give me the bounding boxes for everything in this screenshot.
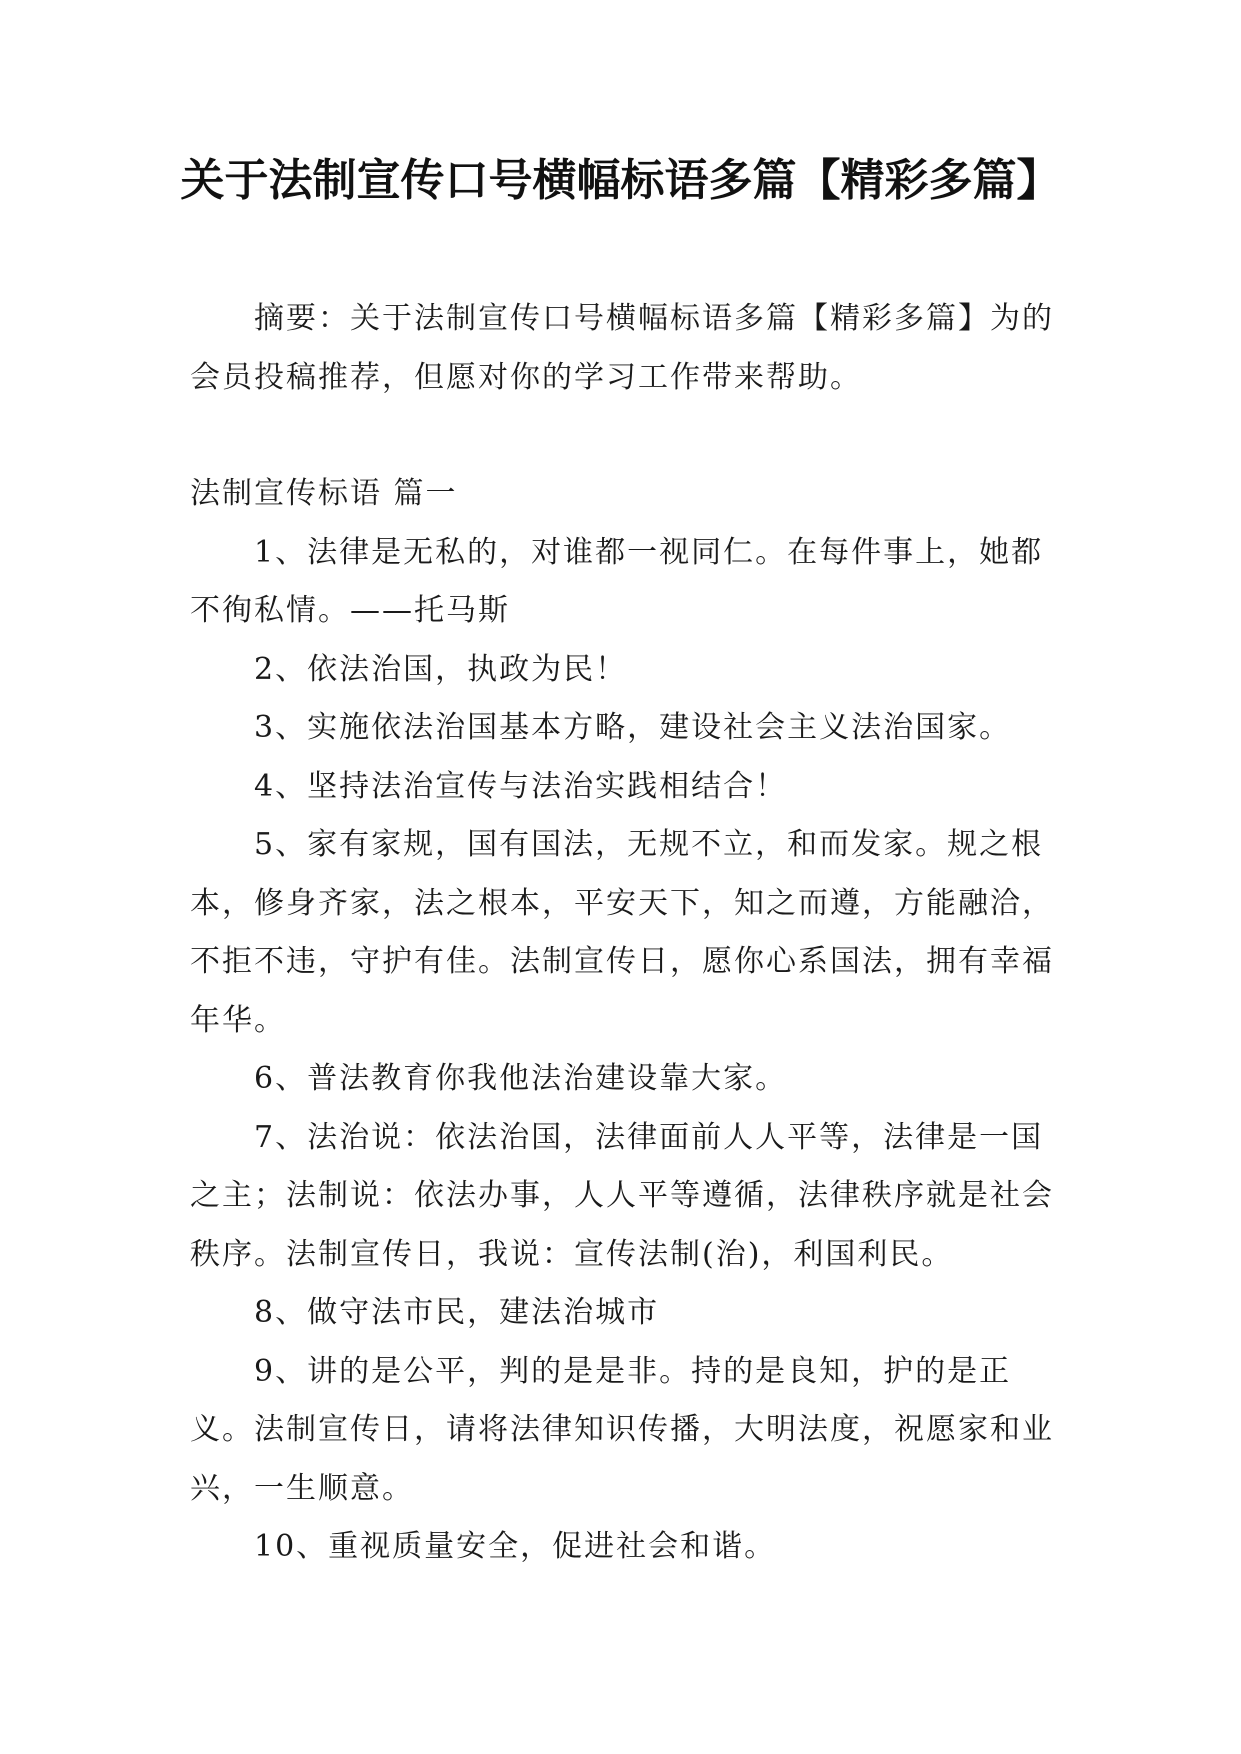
list-item: 7、法治说：依法治国，法律面前人人平等，法律是一国之主；法制说：依法办事，人人平等遵循，法律秩序就是社会秩序。法制宣传日，我说：宣传法制(治)，利国利民。 [190,1119,1054,1272]
list-item: 10、重视质量安全，促进社会和谐。 [254,1529,777,1564]
document-body [190,290,1060,1577]
list-item: 9、讲的是公平，判的是是非。持的是良知，护的是正义。法制宣传日，请将法律知识传播，大明法度，祝愿家和业兴，一生顺意。 [190,1353,1054,1506]
list-item: 1、法律是无私的，对谁都一视同仁。在每件事上，她都不徇私情。——托马斯 [190,534,1044,628]
page-title: 关于法制宣传口号横幅标语多篇【精彩多篇】 [180,155,1061,206]
list-item: 6、普法教育你我他法治建设靠大家。 [254,1061,788,1096]
list-item: 2、依法治国，执政为民！ [254,651,628,687]
list-item: 8、做守法市民，建法治城市 [254,1295,660,1330]
abstract-paragraph: 摘要：关于法制宣传口号横幅标语多篇【精彩多篇】为的会员投稿推荐，但愿对你的学习工作带来帮助。 [190,301,1054,395]
paragraph-spacer [190,407,1060,465]
section-heading: 法制宣传标语 篇一 [190,476,458,511]
list-item: 5、家有家规，国有国法，无规不立，和而发家。规之根本，修身齐家，法之根本，平安天下，知之而遵，方能融洽，不拒不违，守护有佳。法制宣传日，愿你心系国法，拥有幸福年华。 [190,827,1054,1038]
list-item: 4、坚持法治宣传与法治实践相结合！ [254,768,788,804]
list-item: 3、实施依法治国基本方略，建设社会主义法治国家。 [254,710,1012,745]
